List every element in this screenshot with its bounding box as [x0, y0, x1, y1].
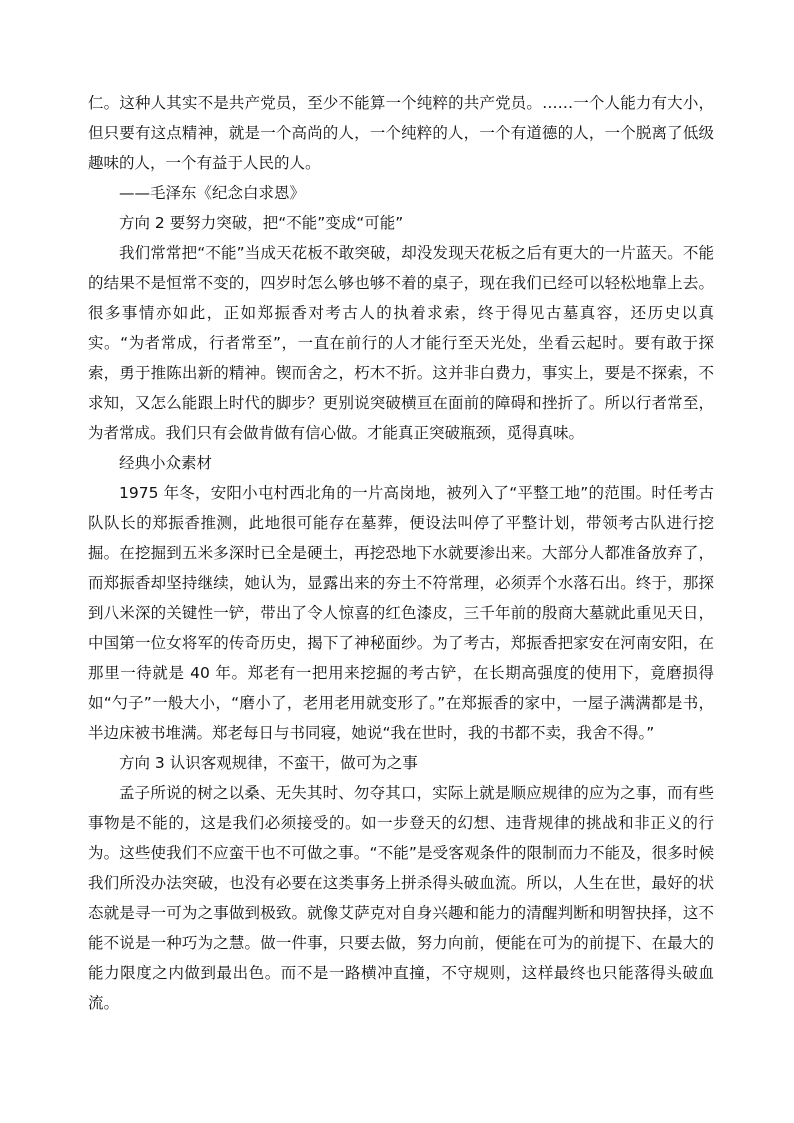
direction-3-paragraph: 孟子所说的树之以桑、无失其时、勿夺其口，实际上就是顺应规律的应为之事，而有些事物是不能的，这是我们必须接受的。如一步登天的幻想、违背规律的挑战和非正义的行为。这些使我们不应蛮干也不可做之事。“不能”是受客观条件的限制而力不能及，很多时候我们所没办法突破，也没有必要在这类事务上拼杀得头破血流。所以，人生在世，最好的状态就是寻一可为之事做到极致。就像艾萨克对自身兴趣和能力的清醒判断和明智抉择，这不能不说是一种巧为之慧。做一件事，只要去做，努力向前，便能在可为的前提下、在最大的能力限度之内做到最出色。而不是一路横冲直撞，不守规则，这样最终也只能落得头破血流。: [88, 784, 714, 1012]
direction-2-heading: 方向 2 要努力突破，把“不能”变成“可能”: [119, 214, 404, 232]
direction-3-heading: 方向 3 认识客观规律，不蛮干，做可为之事: [119, 754, 418, 772]
material-paragraph: 1975 年冬，安阳小屯村西北角的一片高岗地，被列入了“平整工地”的范围。时任考古队队长的郑振香推测，此地很可能存在墓葬，便设法叫停了平整计划，带领考古队进行挖掘。在挖掘到五米多深时已全是硬土，再挖恐地下水就要渗出来。大部分人都准备放弃了，而郑振香却坚持继续，她认为，显露出来的夯土不符常理，必须弄个水落石出。终于，那探到八米深的关键性一铲，带出了令人惊喜的红色漆皮，三千年前的殷商大墓就此重见天日，中国第一位女将军的传奇历史，揭下了神秘面纱。为了考古，郑振香把家安在河南安阳，在那里一待就是 40 年。郑老有一把用来挖掘的考古铲，在长期高强度的使用下，竟磨损得如“勺子”一般大小，“磨小了，老用老用就变形了。”在郑振香的家中，一屋子满满都是书，半边床被书堆满。郑老每日与书同寝，她说“我在世时，我的书都不卖，我舍不得。”: [88, 484, 714, 742]
material-heading: 经典小众素材: [119, 454, 213, 472]
direction-2-paragraph: 我们常常把“不能”当成天花板不敢突破，却没发现天花板之后有更大的一片蓝天。不能的结果不是恒常不变的，四岁时怎么够也够不着的桌子，现在我们已经可以轻松地靠上去。很多事情亦如此，正如郑振香对考古人的执着求索，终于得见古墓真容，还历史以真实。“为者常成，行者常至”，一直在前行的人才能行至天光处，坐看云起时。要有敢于探索，勇于推陈出新的精神。锲而舍之，朽木不折。这并非白费力，事实上，要是不探索，不求知，又怎么能跟上时代的脚步？更别说突破横亘在面前的障碍和挫折了。所以行者常至，为者常成。我们只有会做肯做有信心做。才能真正突破瓶颈，觅得真味。: [88, 244, 714, 442]
quote-source: ——毛泽东《纪念白求恩》: [119, 184, 306, 202]
quote-body-paragraph: 仁。这种人其实不是共产党员，至少不能算一个纯粹的共产党员。……一个人能力有大小，但只要有这点精神，就是一个高尚的人，一个纯粹的人，一个有道德的人，一个脱离了低级趣味的人，一个有益于人民的人。: [88, 94, 714, 172]
